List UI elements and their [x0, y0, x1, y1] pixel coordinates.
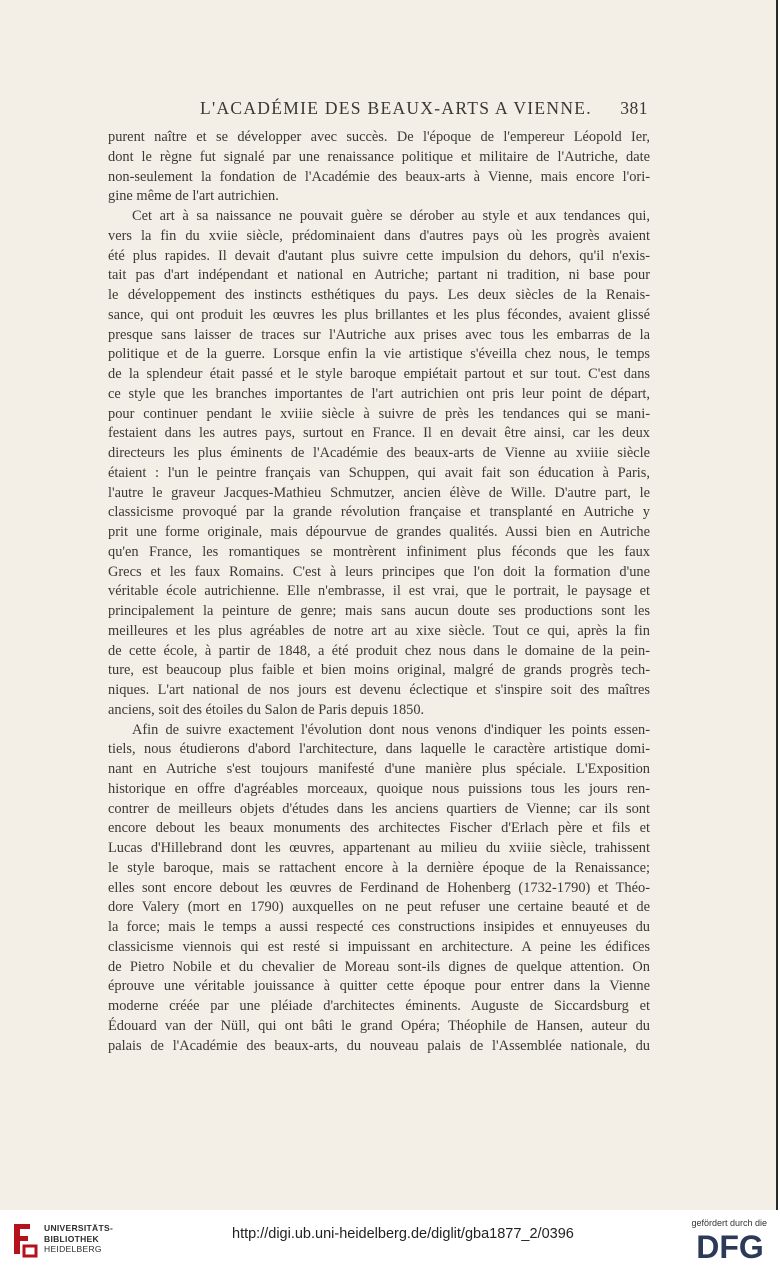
text-line: festaient dans les autres pays, surtout en France. Il en devait être ainsi, car les deux [108, 425, 650, 442]
text-line: le style baroque, mais se rattachent encore à la dernière époque de la Renaissance; [108, 859, 650, 876]
text-line: le développement des instincts esthétiques du pays. Les deux siècles de la Renais- [108, 287, 650, 303]
text-line: prit une forme originale, mais dépourvue de grandes qualités. Aussi bien en Autriche [108, 524, 650, 540]
text-line: la force; mais le temps a aussi respecté ces constructions insipides et ennuyeuses du [108, 919, 650, 935]
text-line: classicisme provoqué par la grande révolution française et transplanté en Autriche y [108, 504, 650, 521]
text-line: l'autre le graveur Jacques-Mathieu Schmutzer, ancien élève de Wille. D'autre part, le [108, 484, 650, 501]
text-line: tiels, nous étudierons d'abord l'architecture, dans laquelle le caractère artistique domi- [108, 741, 650, 758]
text-line: moderne créée par une pléiade d'architectes éminents. Auguste de Siccardsburg et [108, 998, 650, 1014]
running-title: L'ACADÉMIE DES BEAUX-ARTS A VIENNE. [200, 98, 592, 118]
text-line: non-seulement la fondation de l'Académie des beaux-arts à Vienne, mais encore l'ori- [108, 168, 650, 185]
text-line: véritable école autrichienne. Elle n'embrasse, il est vrai, que le portrait, le paysage et [108, 583, 650, 600]
text-line: elles sont encore debout les œuvres de Ferdinand de Hohenberg (1732-1790) et Théo- [108, 879, 650, 896]
text-line: Lucas d'Hillebrand dont les œuvres, appartenant au milieu du xviiie siècle, trahissent [108, 840, 650, 856]
text-line: contrer de meilleurs objets d'études dans les anciens quartiers de Vienne; car ils sont [108, 800, 650, 817]
text-line: dore Valery (mort en 1790) auxquelles on ne peut refuser une certaine beauté et de [108, 899, 650, 916]
text-line: dont le règne fut signalé par une renaissance politique et militaire de l'Autriche, date [108, 148, 650, 165]
text-line: étaient : l'un le peintre français van Schuppen, qui avait fait son éducation à Paris, [108, 464, 650, 481]
text-line: tait pas d'art indépendant et national en Autriche; partant ni tradition, ni base pour [108, 267, 650, 284]
text-line: éprouve une véritable jouissance à quitter cette époque pour entrer dans la Vienne [108, 978, 650, 995]
text-line: nant en Autriche s'est toujours manifesté d'une manière plus spéciale. L'Exposition [108, 761, 650, 777]
text-line: historique en offre d'agréables morceaux, quoique nous puissions tous les jours ren- [108, 780, 650, 797]
text-line: encore debout les beaux monuments des architectes Fischer d'Erlach père et fils et [108, 820, 650, 837]
library-name-line3: HEIDELBERG [44, 1244, 102, 1254]
text-line: directeurs les plus éminents de l'Académie des beaux-arts de Vienne au xviiie siècle [108, 445, 650, 461]
text-line: anciens, soit des étoiles du Salon de Paris depuis 1850. [108, 701, 425, 718]
text-line: presque sans laisser de traces sur l'Autriche aux prises avec tous les embarras de la [108, 326, 650, 343]
text-line: de cette école, à partir de 1848, a été produit chez nous dans le domaine de la pein- [108, 642, 650, 659]
running-head [108, 98, 648, 120]
text-line: de Pietro Nobile et du chevalier de Moreau sont-ils dignes de quelque attention. On [108, 958, 650, 975]
text-line: gine même de l'art autrichien. [108, 188, 279, 205]
text-line: classicisme viennois qui est resté si impuissant en architecture. A peine les édifices [108, 938, 650, 955]
text-line: ture, est beaucoup plus faible et bien moins original, malgré de grands progrès tech- [108, 662, 650, 679]
body-text [108, 128, 650, 1056]
university-library-logo-icon [8, 1220, 40, 1260]
text-line: politique et de la guerre. Lorsque enfin la vie artistique s'éveilla chez nous, le temps [108, 346, 650, 363]
library-name [44, 1223, 113, 1255]
text-line: pour continuer pendant le xviiie siècle à suivre de près les tendances qui se mani- [108, 405, 650, 422]
text-line: vers la fin du xviie siècle, prédominaient dans d'autres pays où les progrès avaient [108, 227, 650, 244]
text-line: Grecs et les faux Romains. C'est à leurs principes que l'on doit la formation d'une [108, 563, 650, 580]
library-name-line1: UNIVERSITÄTS- [44, 1223, 114, 1233]
text-line: ce style que les branches importantes de l'art autrichien ont pris leur point de départ, [108, 385, 650, 402]
text-line: niques. L'art national de nos jours est devenu éclectique et s'inspire soit des maîtres [108, 682, 650, 698]
text-line: sance, qui ont produit les œuvres les plus brillantes et les plus fécondes, avaient glissé [108, 306, 650, 323]
dfg-logo-text: DFG [696, 1230, 764, 1262]
document-url-link[interactable]: http://digi.ub.uni-heidelberg.de/diglit/gba1877_2/0396 [232, 1226, 574, 1242]
text-line: meilleures et les plus agréables de notre art au xixe siècle. Tout ce qui, après la fin [108, 622, 650, 639]
text-line: purent naître et se développer avec succès. De l'époque de l'empereur Léopold Ier, [108, 129, 650, 145]
dfg-logo-icon [692, 1230, 768, 1262]
text-line: Afin de suivre exactement l'évolution dont nous venons d'indiquer les points essen- [132, 721, 650, 738]
text-line: Cet art à sa naissance ne pouvait guère se dérober au style et aux tendances qui, [132, 208, 650, 224]
library-name-line2: BIBLIOTHEK [44, 1233, 99, 1244]
text-line: de la splendeur était passé et le style baroque empiétait partout et sur tout. C'est dans [108, 366, 650, 382]
page-number: 381 [620, 98, 648, 118]
text-line: Édouard van der Nüll, qui ont bâti le grand Opéra; Théophile de Hansen, auteur du [108, 1017, 650, 1034]
text-line: principalement la peinture de genre; mais sans aucun doute ses productions sont les [108, 603, 650, 619]
text-line: été plus rapides. Il devait d'autant plus suivre cette impulsion du dehors, qu'il n'exis- [108, 247, 650, 264]
text-line: qu'en France, les romantiques se montrèrent infiniment plus féconds que les faux [108, 543, 650, 560]
text-line: palais de l'Académie des beaux-arts, du nouveau palais de l'Assemblée nationale, du [108, 1037, 650, 1054]
footer-bar [0, 1212, 780, 1267]
funder-note: gefördert durch die [691, 1218, 767, 1228]
